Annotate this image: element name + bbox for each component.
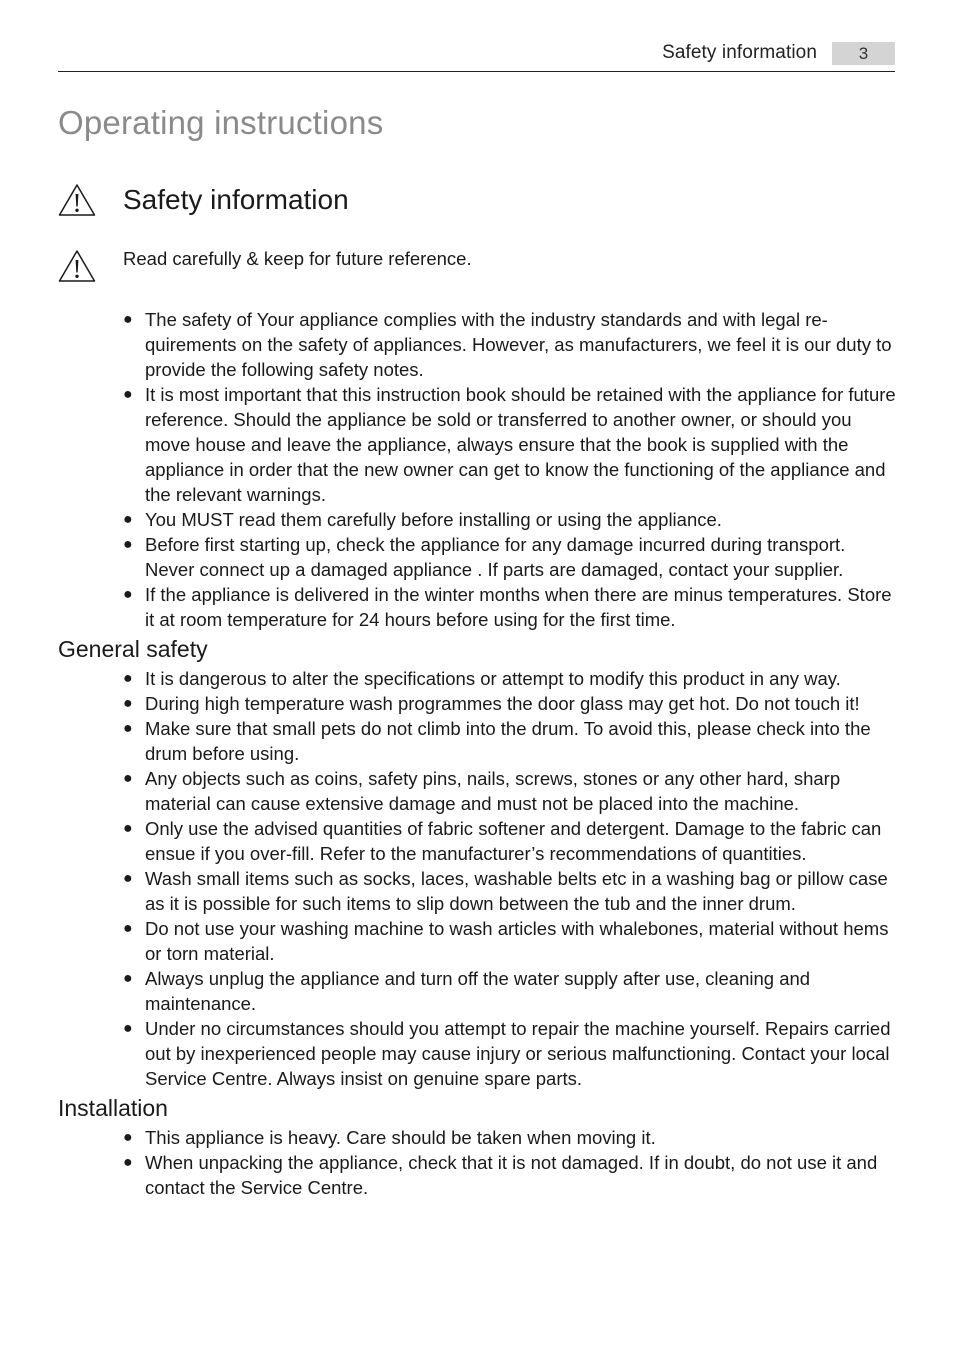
- list-item: [58, 1150, 898, 1200]
- list-item-text: It is dangerous to alter the specifications or attempt to modify this product in any way.: [145, 668, 841, 689]
- bullet-icon: ●: [123, 820, 133, 837]
- page-title: Operating instructions: [58, 104, 384, 141]
- list-item: [58, 307, 898, 382]
- bullet-icon: ●: [123, 670, 133, 687]
- bullet-icon: ●: [123, 870, 133, 887]
- list-item-text: Only use the advised quantities of fabric softener and detergent. Damage to the fabric can ensue if you over-fill. Refer to the manufacturer’s recommendations of quantities.: [145, 818, 882, 864]
- list-item: [58, 1125, 898, 1150]
- list-item: [58, 382, 898, 507]
- page-number: 3: [832, 42, 895, 65]
- bullet-icon: ●: [123, 1154, 133, 1171]
- list-item: [58, 1016, 898, 1091]
- list-item: [58, 507, 898, 532]
- list-item-text: Any objects such as coins, safety pins, nails, screws, stones or any other hard, sharp material can cause extensive damage and must not be placed into the machine.: [145, 768, 841, 814]
- warning-triangle-icon: [58, 183, 96, 217]
- bullet-icon: ●: [123, 695, 133, 712]
- general-safety-heading: General safety: [58, 636, 208, 662]
- list-item-text: Always unplug the appliance and turn off the water supply after use, cleaning and maintenance.: [145, 968, 811, 1014]
- list-item-text: During high temperature wash programmes the door glass may get hot. Do not touch it!: [145, 693, 860, 714]
- warning-triangle-icon: [58, 249, 96, 283]
- installation-heading: Installation: [58, 1095, 168, 1121]
- list-item: [58, 866, 898, 916]
- list-item: [58, 716, 898, 766]
- bullet-icon: ●: [123, 770, 133, 787]
- bullet-icon: ●: [123, 1020, 133, 1037]
- list-item-text: You MUST read them carefully before installing or using the appliance.: [145, 509, 722, 530]
- bullet-icon: ●: [123, 1129, 133, 1146]
- list-item-text: It is most important that this instruction book should be retained with the appliance for future reference. Should the appliance be sold or transferred to another owner, or should you move house and leave the appliance, always ensure that the book is supplied with the appliance in order that the new owner can get to know the functioning of the appliance and the relevant warnings.: [145, 384, 896, 505]
- bullet-icon: ●: [123, 311, 133, 328]
- list-item: [58, 966, 898, 1016]
- header-section-title: Safety information: [662, 42, 817, 63]
- bullet-icon: ●: [123, 970, 133, 987]
- list-item-text: Under no circumstances should you attempt to repair the machine yourself. Repairs carried out by inexperienced people may cause injury or serious malfunctioning. Contact your local Service Centre. Always insist on genuine spare parts.: [145, 1018, 891, 1089]
- bullet-icon: ●: [123, 536, 133, 553]
- list-item-text: Wash small items such as socks, laces, washable belts etc in a washing bag or pillow case as it is possible for such items to slip down between the tub and the inner drum.: [145, 868, 888, 914]
- list-item-text: The safety of Your appliance complies with the industry standards and with legal re-quirements on the safety of appliances. However, as manufacturers, we feel it is our duty to provide the following safety notes.: [145, 309, 892, 380]
- list-item: [58, 532, 898, 582]
- list-item-text: This appliance is heavy. Care should be taken when moving it.: [145, 1127, 656, 1148]
- list-item: [58, 691, 898, 716]
- intro-list: [58, 307, 898, 632]
- list-item: [58, 766, 898, 816]
- page-header: [58, 40, 895, 72]
- list-item: [58, 916, 898, 966]
- bullet-icon: ●: [123, 586, 133, 603]
- list-item-text: If the appliance is delivered in the winter months when there are minus temperatures. Store it at room temperature for 24 hours before using for the first time.: [145, 584, 892, 630]
- list-item-text: When unpacking the appliance, check that it is not damaged. If in doubt, do not use it and contact the Service Centre.: [145, 1152, 878, 1198]
- content: [58, 307, 898, 1200]
- general-safety-list: [58, 666, 898, 1091]
- bullet-icon: ●: [123, 920, 133, 937]
- bullet-icon: ●: [123, 511, 133, 528]
- section-title: Safety information: [123, 184, 349, 215]
- list-item-text: Make sure that small pets do not climb into the drum. To avoid this, please check into the drum before using.: [145, 718, 871, 764]
- reference-note: Read carefully & keep for future reference.: [123, 248, 472, 269]
- list-item: [58, 666, 898, 691]
- list-item-text: Do not use your washing machine to wash articles with whalebones, material without hems or torn material.: [145, 918, 889, 964]
- bullet-icon: ●: [123, 720, 133, 737]
- list-item: [58, 582, 898, 632]
- bullet-icon: ●: [123, 386, 133, 403]
- installation-list: [58, 1125, 898, 1200]
- list-item: [58, 816, 898, 866]
- list-item-text: Before first starting up, check the appliance for any damage incurred during transport. Never connect up a damaged appliance . If parts are damaged, contact your supplier.: [145, 534, 846, 580]
